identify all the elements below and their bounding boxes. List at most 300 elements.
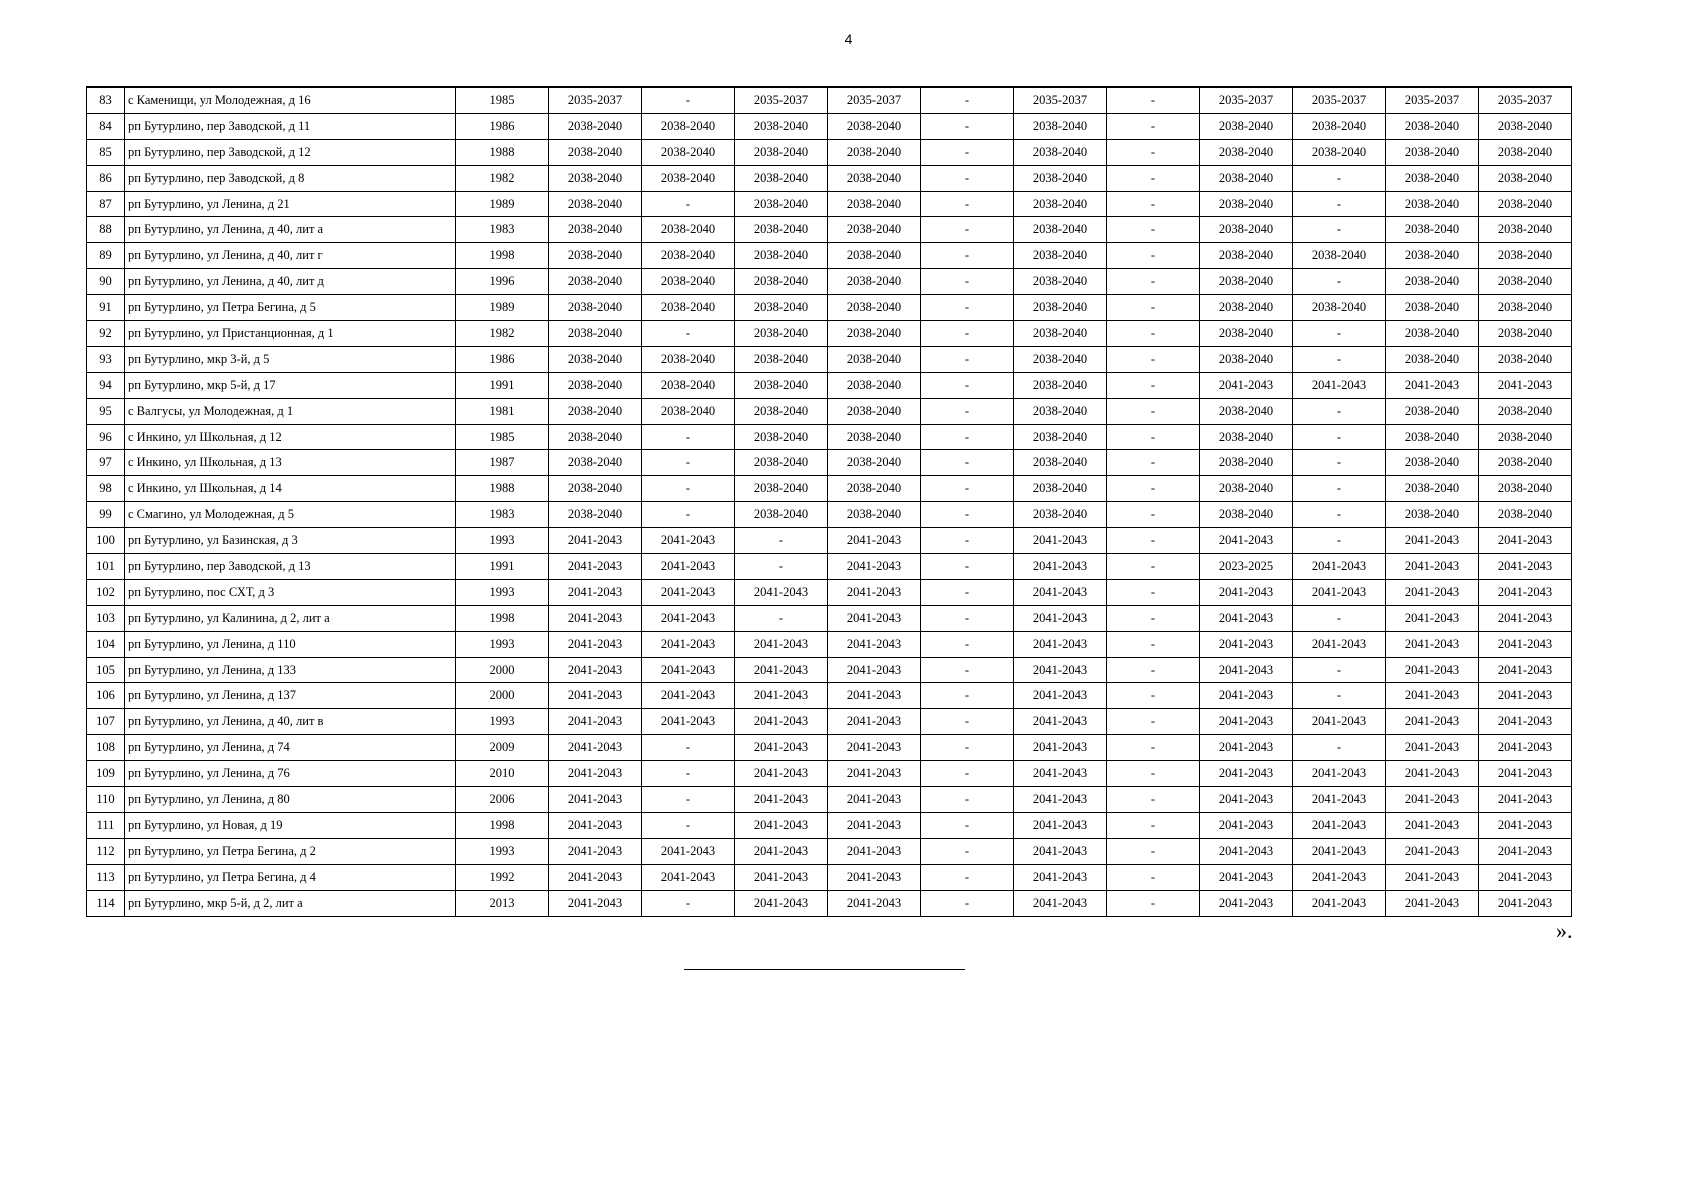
cell-work-period-10: 2041-2043 [1386, 528, 1479, 554]
cell-year-built: 1989 [456, 295, 549, 321]
cell-work-period-7: - [1107, 476, 1200, 502]
cell-work-period-5: - [921, 450, 1014, 476]
cell-year-built: 1993 [456, 579, 549, 605]
cell-work-period-3: 2038-2040 [735, 424, 828, 450]
cell-work-period-8: 2038-2040 [1200, 476, 1293, 502]
cell-address: рп Бутурлино, ул Петра Бегина, д 4 [125, 864, 456, 890]
cell-work-period-11: 2041-2043 [1479, 683, 1572, 709]
cell-work-period-2: - [642, 87, 735, 113]
cell-work-period-10: 2038-2040 [1386, 165, 1479, 191]
cell-work-period-3: 2038-2040 [735, 398, 828, 424]
cell-work-period-8: 2041-2043 [1200, 761, 1293, 787]
cell-work-period-4: 2038-2040 [828, 295, 921, 321]
cell-row-number: 97 [87, 450, 125, 476]
cell-work-period-10: 2038-2040 [1386, 269, 1479, 295]
cell-year-built: 2006 [456, 787, 549, 813]
cell-row-number: 110 [87, 787, 125, 813]
cell-year-built: 1998 [456, 243, 549, 269]
cell-address: рп Бутурлино, ул Калинина, д 2, лит а [125, 605, 456, 631]
cell-work-period-7: - [1107, 735, 1200, 761]
cell-work-period-2: 2041-2043 [642, 605, 735, 631]
cell-row-number: 91 [87, 295, 125, 321]
cell-work-period-8: 2023-2025 [1200, 554, 1293, 580]
cell-work-period-8: 2038-2040 [1200, 321, 1293, 347]
cell-work-period-10: 2041-2043 [1386, 631, 1479, 657]
cell-work-period-2: - [642, 812, 735, 838]
table-row [87, 787, 1572, 813]
cell-work-period-3: 2041-2043 [735, 761, 828, 787]
cell-work-period-6: 2041-2043 [1014, 683, 1107, 709]
cell-work-period-3: 2038-2040 [735, 372, 828, 398]
cell-work-period-1: 2038-2040 [549, 450, 642, 476]
cell-address: рп Бутурлино, ул Ленина, д 110 [125, 631, 456, 657]
cell-work-period-3: 2041-2043 [735, 735, 828, 761]
cell-address: рп Бутурлино, ул Ленина, д 74 [125, 735, 456, 761]
cell-work-period-8: 2038-2040 [1200, 424, 1293, 450]
cell-work-period-7: - [1107, 709, 1200, 735]
cell-work-period-7: - [1107, 502, 1200, 528]
table-row [87, 502, 1572, 528]
cell-work-period-7: - [1107, 346, 1200, 372]
cell-work-period-6: 2038-2040 [1014, 269, 1107, 295]
cell-year-built: 1993 [456, 631, 549, 657]
table-row [87, 890, 1572, 916]
cell-work-period-10: 2038-2040 [1386, 450, 1479, 476]
cell-work-period-1: 2041-2043 [549, 838, 642, 864]
cell-year-built: 1986 [456, 113, 549, 139]
cell-work-period-4: 2038-2040 [828, 424, 921, 450]
cell-work-period-2: 2038-2040 [642, 398, 735, 424]
cell-work-period-1: 2038-2040 [549, 139, 642, 165]
cell-work-period-4: 2038-2040 [828, 217, 921, 243]
cell-work-period-2: 2038-2040 [642, 295, 735, 321]
cell-work-period-6: 2041-2043 [1014, 528, 1107, 554]
cell-row-number: 113 [87, 864, 125, 890]
cell-year-built: 1988 [456, 139, 549, 165]
cell-work-period-5: - [921, 890, 1014, 916]
cell-work-period-3: 2038-2040 [735, 295, 828, 321]
cell-work-period-5: - [921, 579, 1014, 605]
cell-work-period-4: 2041-2043 [828, 605, 921, 631]
cell-work-period-1: 2038-2040 [549, 346, 642, 372]
cell-work-period-5: - [921, 476, 1014, 502]
cell-year-built: 1996 [456, 269, 549, 295]
cell-work-period-1: 2041-2043 [549, 709, 642, 735]
cell-work-period-2: 2041-2043 [642, 579, 735, 605]
cell-work-period-8: 2041-2043 [1200, 372, 1293, 398]
cell-work-period-7: - [1107, 787, 1200, 813]
table-row [87, 87, 1572, 113]
cell-address: с Смагино, ул Молодежная, д 5 [125, 502, 456, 528]
cell-work-period-7: - [1107, 191, 1200, 217]
cell-address: рп Бутурлино, ул Ленина, д 21 [125, 191, 456, 217]
cell-work-period-8: 2041-2043 [1200, 631, 1293, 657]
repair-schedule-table [86, 86, 1572, 917]
cell-work-period-8: 2041-2043 [1200, 605, 1293, 631]
cell-work-period-10: 2038-2040 [1386, 139, 1479, 165]
table-row [87, 346, 1572, 372]
cell-work-period-6: 2038-2040 [1014, 372, 1107, 398]
cell-work-period-11: 2038-2040 [1479, 295, 1572, 321]
cell-work-period-9: - [1293, 424, 1386, 450]
cell-work-period-11: 2038-2040 [1479, 243, 1572, 269]
cell-work-period-4: 2041-2043 [828, 657, 921, 683]
cell-work-period-6: 2038-2040 [1014, 165, 1107, 191]
cell-work-period-11: 2041-2043 [1479, 579, 1572, 605]
cell-work-period-10: 2038-2040 [1386, 424, 1479, 450]
cell-work-period-4: 2038-2040 [828, 113, 921, 139]
table-row [87, 139, 1572, 165]
cell-work-period-10: 2041-2043 [1386, 890, 1479, 916]
cell-work-period-10: 2038-2040 [1386, 502, 1479, 528]
cell-work-period-8: 2038-2040 [1200, 450, 1293, 476]
cell-year-built: 1991 [456, 372, 549, 398]
cell-work-period-9: - [1293, 735, 1386, 761]
closing-quote-mark: ». [1556, 918, 1573, 943]
cell-work-period-11: 2038-2040 [1479, 269, 1572, 295]
cell-work-period-11: 2038-2040 [1479, 424, 1572, 450]
cell-work-period-3: 2038-2040 [735, 217, 828, 243]
cell-row-number: 88 [87, 217, 125, 243]
cell-row-number: 105 [87, 657, 125, 683]
cell-work-period-3: 2041-2043 [735, 683, 828, 709]
cell-work-period-10: 2041-2043 [1386, 838, 1479, 864]
cell-work-period-3: 2041-2043 [735, 579, 828, 605]
cell-work-period-4: 2038-2040 [828, 269, 921, 295]
cell-work-period-9: - [1293, 346, 1386, 372]
cell-work-period-5: - [921, 502, 1014, 528]
cell-work-period-2: 2038-2040 [642, 346, 735, 372]
cell-work-period-7: - [1107, 139, 1200, 165]
cell-year-built: 1985 [456, 424, 549, 450]
cell-work-period-8: 2038-2040 [1200, 113, 1293, 139]
cell-year-built: 1993 [456, 528, 549, 554]
cell-year-built: 2009 [456, 735, 549, 761]
table-row [87, 554, 1572, 580]
cell-address: рп Бутурлино, ул Ленина, д 133 [125, 657, 456, 683]
cell-work-period-1: 2041-2043 [549, 657, 642, 683]
cell-work-period-2: 2038-2040 [642, 243, 735, 269]
cell-work-period-4: 2041-2043 [828, 683, 921, 709]
table-row [87, 450, 1572, 476]
cell-row-number: 99 [87, 502, 125, 528]
cell-work-period-1: 2041-2043 [549, 890, 642, 916]
cell-address: с Каменищи, ул Молодежная, д 16 [125, 87, 456, 113]
cell-address: рп Бутурлино, ул Ленина, д 40, лит г [125, 243, 456, 269]
cell-work-period-10: 2038-2040 [1386, 243, 1479, 269]
cell-year-built: 2010 [456, 761, 549, 787]
cell-row-number: 92 [87, 321, 125, 347]
cell-work-period-6: 2038-2040 [1014, 321, 1107, 347]
cell-work-period-6: 2041-2043 [1014, 838, 1107, 864]
cell-row-number: 96 [87, 424, 125, 450]
cell-work-period-1: 2038-2040 [549, 372, 642, 398]
table-row [87, 269, 1572, 295]
cell-work-period-10: 2041-2043 [1386, 605, 1479, 631]
cell-work-period-2: - [642, 450, 735, 476]
cell-work-period-1: 2038-2040 [549, 113, 642, 139]
cell-work-period-7: - [1107, 269, 1200, 295]
cell-row-number: 98 [87, 476, 125, 502]
cell-work-period-7: - [1107, 87, 1200, 113]
cell-work-period-11: 2041-2043 [1479, 735, 1572, 761]
cell-year-built: 1988 [456, 476, 549, 502]
cell-work-period-2: 2038-2040 [642, 139, 735, 165]
cell-address: рп Бутурлино, ул Ленина, д 40, лит а [125, 217, 456, 243]
cell-work-period-9: 2041-2043 [1293, 631, 1386, 657]
cell-work-period-8: 2041-2043 [1200, 787, 1293, 813]
cell-work-period-4: 2041-2043 [828, 812, 921, 838]
cell-work-period-11: 2041-2043 [1479, 372, 1572, 398]
cell-work-period-11: 2041-2043 [1479, 761, 1572, 787]
cell-work-period-8: 2038-2040 [1200, 269, 1293, 295]
cell-row-number: 84 [87, 113, 125, 139]
cell-work-period-10: 2041-2043 [1386, 657, 1479, 683]
cell-work-period-5: - [921, 683, 1014, 709]
cell-work-period-4: 2041-2043 [828, 579, 921, 605]
cell-work-period-7: - [1107, 890, 1200, 916]
cell-work-period-6: 2041-2043 [1014, 812, 1107, 838]
cell-work-period-11: 2041-2043 [1479, 890, 1572, 916]
table-row [87, 398, 1572, 424]
cell-work-period-7: - [1107, 295, 1200, 321]
cell-work-period-2: 2038-2040 [642, 372, 735, 398]
cell-work-period-2: 2038-2040 [642, 269, 735, 295]
cell-work-period-3: - [735, 605, 828, 631]
cell-work-period-5: - [921, 295, 1014, 321]
cell-work-period-11: 2041-2043 [1479, 709, 1572, 735]
cell-address: рп Бутурлино, ул Петра Бегина, д 2 [125, 838, 456, 864]
cell-work-period-11: 2035-2037 [1479, 87, 1572, 113]
cell-work-period-11: 2038-2040 [1479, 398, 1572, 424]
cell-work-period-9: - [1293, 165, 1386, 191]
table-row [87, 838, 1572, 864]
cell-work-period-1: 2038-2040 [549, 217, 642, 243]
cell-work-period-8: 2038-2040 [1200, 217, 1293, 243]
cell-work-period-5: - [921, 87, 1014, 113]
cell-work-period-9: - [1293, 398, 1386, 424]
cell-work-period-3: 2041-2043 [735, 812, 828, 838]
cell-work-period-9: - [1293, 450, 1386, 476]
cell-work-period-9: 2041-2043 [1293, 554, 1386, 580]
cell-work-period-2: - [642, 191, 735, 217]
table-row [87, 165, 1572, 191]
cell-work-period-6: 2038-2040 [1014, 113, 1107, 139]
cell-work-period-1: 2041-2043 [549, 735, 642, 761]
cell-work-period-9: - [1293, 683, 1386, 709]
cell-work-period-11: 2038-2040 [1479, 217, 1572, 243]
table-body [87, 87, 1572, 916]
cell-work-period-7: - [1107, 321, 1200, 347]
cell-work-period-1: 2041-2043 [549, 554, 642, 580]
cell-work-period-9: - [1293, 476, 1386, 502]
cell-row-number: 90 [87, 269, 125, 295]
cell-work-period-7: - [1107, 631, 1200, 657]
table-row [87, 295, 1572, 321]
cell-work-period-8: 2038-2040 [1200, 295, 1293, 321]
cell-work-period-7: - [1107, 398, 1200, 424]
cell-work-period-8: 2041-2043 [1200, 812, 1293, 838]
cell-work-period-3: 2041-2043 [735, 657, 828, 683]
cell-work-period-10: 2041-2043 [1386, 579, 1479, 605]
cell-row-number: 89 [87, 243, 125, 269]
cell-year-built: 1987 [456, 450, 549, 476]
cell-work-period-2: 2038-2040 [642, 217, 735, 243]
cell-work-period-4: 2041-2043 [828, 554, 921, 580]
cell-work-period-10: 2038-2040 [1386, 191, 1479, 217]
cell-work-period-7: - [1107, 579, 1200, 605]
cell-work-period-5: - [921, 243, 1014, 269]
cell-work-period-5: - [921, 139, 1014, 165]
cell-work-period-11: 2041-2043 [1479, 554, 1572, 580]
cell-work-period-2: 2041-2043 [642, 683, 735, 709]
cell-work-period-9: - [1293, 528, 1386, 554]
cell-year-built: 1981 [456, 398, 549, 424]
cell-work-period-5: - [921, 657, 1014, 683]
cell-work-period-1: 2038-2040 [549, 502, 642, 528]
cell-work-period-5: - [921, 217, 1014, 243]
cell-work-period-11: 2038-2040 [1479, 476, 1572, 502]
cell-work-period-2: 2041-2043 [642, 554, 735, 580]
cell-work-period-3: 2038-2040 [735, 165, 828, 191]
cell-work-period-6: 2038-2040 [1014, 217, 1107, 243]
cell-row-number: 112 [87, 838, 125, 864]
cell-work-period-7: - [1107, 683, 1200, 709]
cell-work-period-5: - [921, 269, 1014, 295]
cell-year-built: 1986 [456, 346, 549, 372]
cell-address: рп Бутурлино, мкр 5-й, д 17 [125, 372, 456, 398]
cell-work-period-2: 2038-2040 [642, 165, 735, 191]
cell-work-period-4: 2041-2043 [828, 528, 921, 554]
cell-work-period-9: 2041-2043 [1293, 761, 1386, 787]
cell-work-period-3: 2041-2043 [735, 787, 828, 813]
cell-work-period-5: - [921, 113, 1014, 139]
cell-work-period-7: - [1107, 528, 1200, 554]
table-row [87, 631, 1572, 657]
cell-work-period-2: - [642, 502, 735, 528]
cell-work-period-6: 2041-2043 [1014, 787, 1107, 813]
cell-work-period-3: 2038-2040 [735, 269, 828, 295]
cell-work-period-3: 2035-2037 [735, 87, 828, 113]
table-row [87, 321, 1572, 347]
table-row [87, 683, 1572, 709]
cell-work-period-11: 2038-2040 [1479, 502, 1572, 528]
cell-address: рп Бутурлино, ул Ленина, д 80 [125, 787, 456, 813]
cell-work-period-7: - [1107, 217, 1200, 243]
cell-year-built: 1998 [456, 812, 549, 838]
cell-work-period-6: 2041-2043 [1014, 864, 1107, 890]
cell-work-period-7: - [1107, 372, 1200, 398]
cell-work-period-10: 2038-2040 [1386, 398, 1479, 424]
cell-work-period-6: 2041-2043 [1014, 890, 1107, 916]
cell-work-period-10: 2038-2040 [1386, 217, 1479, 243]
cell-work-period-3: 2038-2040 [735, 321, 828, 347]
cell-work-period-8: 2041-2043 [1200, 657, 1293, 683]
cell-year-built: 1982 [456, 165, 549, 191]
cell-work-period-2: 2041-2043 [642, 631, 735, 657]
cell-work-period-10: 2038-2040 [1386, 113, 1479, 139]
cell-work-period-6: 2038-2040 [1014, 139, 1107, 165]
cell-work-period-8: 2038-2040 [1200, 243, 1293, 269]
cell-work-period-6: 2038-2040 [1014, 476, 1107, 502]
cell-work-period-3: 2038-2040 [735, 243, 828, 269]
cell-work-period-2: 2041-2043 [642, 657, 735, 683]
cell-work-period-6: 2041-2043 [1014, 657, 1107, 683]
cell-work-period-9: - [1293, 191, 1386, 217]
table-row [87, 217, 1572, 243]
cell-year-built: 1993 [456, 838, 549, 864]
cell-work-period-10: 2041-2043 [1386, 787, 1479, 813]
cell-work-period-6: 2038-2040 [1014, 243, 1107, 269]
cell-address: с Валгусы, ул Молодежная, д 1 [125, 398, 456, 424]
cell-year-built: 2013 [456, 890, 549, 916]
cell-work-period-11: 2041-2043 [1479, 864, 1572, 890]
cell-work-period-4: 2041-2043 [828, 709, 921, 735]
cell-work-period-3: 2041-2043 [735, 631, 828, 657]
cell-work-period-10: 2041-2043 [1386, 709, 1479, 735]
cell-address: рп Бутурлино, ул Петра Бегина, д 5 [125, 295, 456, 321]
cell-address: с Инкино, ул Школьная, д 14 [125, 476, 456, 502]
cell-row-number: 93 [87, 346, 125, 372]
cell-row-number: 106 [87, 683, 125, 709]
cell-work-period-8: 2038-2040 [1200, 346, 1293, 372]
cell-work-period-5: - [921, 554, 1014, 580]
cell-work-period-3: 2041-2043 [735, 864, 828, 890]
cell-work-period-4: 2038-2040 [828, 372, 921, 398]
cell-work-period-2: - [642, 890, 735, 916]
cell-work-period-6: 2041-2043 [1014, 579, 1107, 605]
cell-work-period-9: 2038-2040 [1293, 139, 1386, 165]
table-row [87, 657, 1572, 683]
cell-work-period-8: 2041-2043 [1200, 683, 1293, 709]
cell-year-built: 1991 [456, 554, 549, 580]
cell-row-number: 102 [87, 579, 125, 605]
cell-work-period-2: 2038-2040 [642, 113, 735, 139]
cell-work-period-4: 2038-2040 [828, 450, 921, 476]
cell-work-period-5: - [921, 372, 1014, 398]
cell-work-period-2: 2041-2043 [642, 528, 735, 554]
cell-work-period-1: 2038-2040 [549, 321, 642, 347]
cell-row-number: 108 [87, 735, 125, 761]
cell-work-period-5: - [921, 812, 1014, 838]
cell-work-period-11: 2041-2043 [1479, 787, 1572, 813]
cell-work-period-7: - [1107, 243, 1200, 269]
cell-work-period-10: 2041-2043 [1386, 683, 1479, 709]
page-number: 4 [844, 31, 853, 47]
cell-work-period-9: 2041-2043 [1293, 372, 1386, 398]
cell-work-period-11: 2038-2040 [1479, 321, 1572, 347]
cell-work-period-9: - [1293, 605, 1386, 631]
cell-year-built: 1982 [456, 321, 549, 347]
cell-work-period-11: 2038-2040 [1479, 113, 1572, 139]
cell-work-period-2: - [642, 787, 735, 813]
cell-work-period-4: 2041-2043 [828, 838, 921, 864]
cell-work-period-4: 2038-2040 [828, 502, 921, 528]
cell-year-built: 1985 [456, 87, 549, 113]
cell-work-period-1: 2041-2043 [549, 787, 642, 813]
cell-work-period-10: 2038-2040 [1386, 321, 1479, 347]
cell-work-period-6: 2035-2037 [1014, 87, 1107, 113]
cell-address: рп Бутурлино, ул Базинская, д 3 [125, 528, 456, 554]
cell-work-period-10: 2038-2040 [1386, 476, 1479, 502]
cell-work-period-10: 2035-2037 [1386, 87, 1479, 113]
cell-work-period-8: 2038-2040 [1200, 502, 1293, 528]
cell-work-period-1: 2038-2040 [549, 424, 642, 450]
cell-work-period-4: 2041-2043 [828, 890, 921, 916]
cell-work-period-8: 2041-2043 [1200, 838, 1293, 864]
cell-work-period-1: 2038-2040 [549, 398, 642, 424]
cell-row-number: 107 [87, 709, 125, 735]
